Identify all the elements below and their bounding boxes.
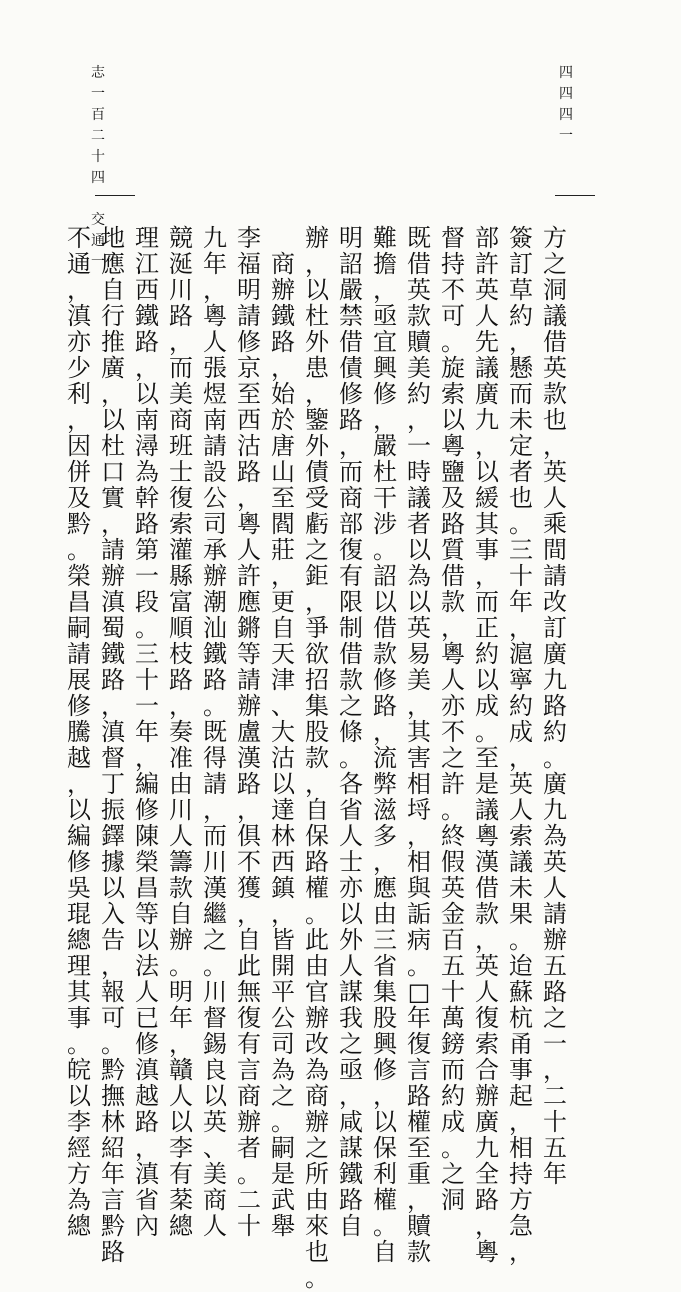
text-column: 簽 訂 草 約 ， 懸 而 未 定 者 也 。 三 十 年 ， 滬 寧 約 成 ， 英 人 索 議 未 果 。 迨 蘇 杭 甬 事 起 ， 相 持 方 急 ， [509, 224, 533, 1266]
text-column: 既 借 英 款 贖 美 約 ， 一 時 議 者 以 為 以 英 易 美 ， 其 害 相 埒 ， 相 與 詬 病 。 □ 年 復 言 路 權 至 重 ， 贖 款 [407, 224, 431, 1266]
page-number: 四 四 四 一 [559, 65, 573, 144]
header-rule-right [555, 195, 595, 196]
text-column: 九 年 ， 粵 人 張 煜 南 請 設 公 司 承 辦 潮 汕 鐵 路 。 既 得 請 ， 而 川 漢 繼 之 。 川 督 錫 良 以 英 、 美 商 人 [203, 224, 227, 1240]
text-column: 地 應 自 行 推 廣 ， 以 杜 口 實 ， 請 辦 滇 蜀 鐵 路 ， 滇 督 丁 振 鐸 據 以 入 告 ， 報 可 。 黔 撫 林 紹 年 言 黔 路 [101, 224, 125, 1266]
text-column: 商 辦 鐵 路 ， 始 於 唐 山 至 閻 莊 ， 更 自 天 津 、 大 沽 以 達 林 西 鎮 ， 皆 開 平 公 司 為 之 。 嗣 是 武 舉 [271, 250, 295, 1240]
text-column: 明 詔 嚴 禁 借 債 修 路 ， 而 商 部 復 有 限 制 借 款 之 條 。 各 省 人 士 亦 以 外 人 謀 我 之 亟 ， 咸 謀 鐵 路 自 [339, 224, 363, 1240]
text-column: 理 江 西 鐵 路 ， 以 南 潯 為 幹 路 第 一 段 。 三 十 一 年 ， 編 修 陳 榮 昌 等 以 法 人 已 修 滇 越 路 ， 滇 省 內 [135, 224, 159, 1240]
text-column: 方 之 洞 議 借 英 款 也 ， 英 人 乘 間 請 改 訂 廣 九 路 約 。 廣 九 為 英 人 請 辦 五 路 之 一 ， 二 十 五 年 [543, 224, 567, 1188]
text-column: 不 通 ， 滇 亦 少 利 ， 因 併 及 黔 。 榮 昌 嗣 請 展 修 騰 越 ， 以 編 修 吳 琨 總 理 其 事 。 皖 以 李 經 方 為 總 [67, 224, 91, 1240]
text-column: 李 福 明 請 修 京 至 西 沽 路 ， 粵 人 許 應 鏘 等 請 辦 盧 漢 路 ， 俱 不 獲 ， 自 此 無 復 有 言 商 辦 者 。 二 十 [237, 224, 261, 1240]
text-column: 部 許 英 人 先 議 廣 九 ， 以 緩 其 事 ， 而 正 約 以 成 。 至 是 議 粵 漢 借 款 ， 英 人 復 索 合 辦 廣 九 全 路 ， 粵 [475, 224, 499, 1266]
text-column: 難 擔 ， 亟 宜 興 修 ， 嚴 杜 干 涉 。 詔 以 借 款 修 路 ， 流 弊 滋 多 ， 應 由 三 省 集 股 興 修 ， 以 保 利 權 。 自 [373, 224, 397, 1266]
text-column: 競 涎 川 路 ， 而 美 商 班 士 復 索 灌 縣 富 順 枝 路 ， 奏 准 由 川 人 籌 款 自 辦 。 明 年 ， 贛 人 以 李 有 棻 總 [169, 224, 193, 1240]
running-title: 志 一 百 二 十 四 交 通 一 [91, 65, 105, 270]
text-column: 辦 ， 以 杜 外 患 ， 鑒 外 債 受 虧 之 鉅 ， 爭 欲 招 集 股 款 ， 自 保 路 權 。 此 由 官 辦 改 為 商 辦 之 所 由 來 也 。 [305, 224, 329, 1292]
text-column: 督 持 不 可 。 旋 索 以 粵 鹽 及 路 質 借 款 ， 粵 人 亦 不 之 許 。 終 假 英 金 百 五 十 萬 鎊 而 約 成 。 之 洞 [441, 224, 465, 1214]
